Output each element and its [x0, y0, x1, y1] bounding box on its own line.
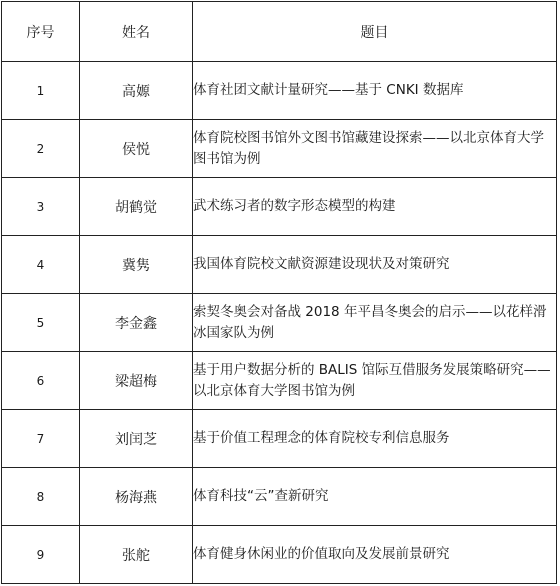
row-number: 5: [2, 294, 80, 352]
row-number: 8: [2, 468, 80, 526]
row-name: 冀隽: [80, 236, 193, 294]
row-name: 李金鑫: [80, 294, 193, 352]
row-title: 基于价值工程理念的体育院校专利信息服务: [193, 410, 557, 468]
row-title: 体育院校图书馆外文图书馆藏建设探索——以北京体育大学图书馆为例: [193, 120, 557, 178]
row-title: 我国体育院校文献资源建设现状及对策研究: [193, 236, 557, 294]
row-name: 侯悦: [80, 120, 193, 178]
papers-table: [1, 1, 557, 584]
row-title: 武术练习者的数字形态模型的构建: [193, 178, 557, 236]
header-number: 序号: [2, 2, 80, 62]
table-row: [2, 294, 557, 352]
row-name: 梁超梅: [80, 352, 193, 410]
row-number: 9: [2, 526, 80, 584]
row-number: 7: [2, 410, 80, 468]
table-row: [2, 526, 557, 584]
row-name: 胡鹤觉: [80, 178, 193, 236]
table-row: [2, 62, 557, 120]
row-title: 体育健身休闲业的价值取向及发展前景研究: [193, 526, 557, 584]
row-number: 4: [2, 236, 80, 294]
row-name: 张舵: [80, 526, 193, 584]
row-title: 体育社团文献计量研究——基于 CNKI 数据库: [193, 62, 557, 120]
table-row: [2, 352, 557, 410]
row-title: 基于用户数据分析的 BALIS 馆际互借服务发展策略研究——以北京体育大学图书馆为例: [193, 352, 557, 410]
table-row: [2, 178, 557, 236]
row-name: 杨海燕: [80, 468, 193, 526]
table-row: [2, 120, 557, 178]
table-row: [2, 468, 557, 526]
table-row: [2, 410, 557, 468]
header-title: 题目: [193, 2, 557, 62]
header-name: 姓名: [80, 2, 193, 62]
row-number: 6: [2, 352, 80, 410]
row-title: 索契冬奥会对备战 2018 年平昌冬奥会的启示——以花样滑冰国家队为例: [193, 294, 557, 352]
row-number: 2: [2, 120, 80, 178]
row-name: 高嫄: [80, 62, 193, 120]
row-number: 3: [2, 178, 80, 236]
table-row: [2, 236, 557, 294]
row-title: 体育科技“云”查新研究: [193, 468, 557, 526]
row-name: 刘闰芝: [80, 410, 193, 468]
row-number: 1: [2, 62, 80, 120]
header-row: [2, 2, 557, 62]
